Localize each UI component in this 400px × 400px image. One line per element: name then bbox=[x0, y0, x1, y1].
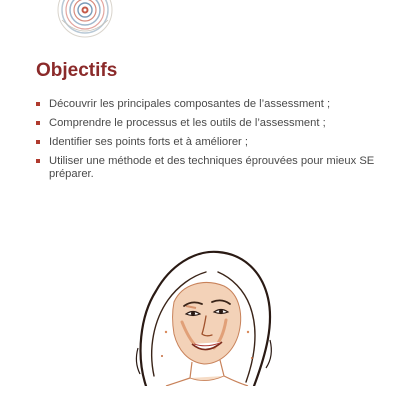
list-item bbox=[36, 136, 376, 149]
list-item-text: Découvrir les principales composantes de l’assessment ; bbox=[49, 98, 331, 110]
bullet-icon bbox=[36, 159, 40, 163]
list-item bbox=[36, 155, 376, 181]
woman-portrait-icon bbox=[126, 236, 278, 386]
list-item bbox=[36, 117, 376, 130]
list-item-text: Identifier ses points forts et à améliorer ; bbox=[49, 136, 248, 148]
bullet-icon bbox=[36, 140, 40, 144]
bullet-icon bbox=[36, 102, 40, 106]
list-item bbox=[36, 98, 376, 111]
page-title: Objectifs bbox=[36, 60, 118, 81]
list-item-text: Utiliser une méthode et des techniques éprouvées pour mieux SE préparer. bbox=[49, 155, 375, 180]
objectives-list bbox=[36, 98, 376, 187]
bullet-icon bbox=[36, 121, 40, 125]
list-item-text: Comprendre le processus et les outils de l’assessment ; bbox=[49, 117, 326, 129]
circular-logo-icon bbox=[56, 0, 114, 42]
